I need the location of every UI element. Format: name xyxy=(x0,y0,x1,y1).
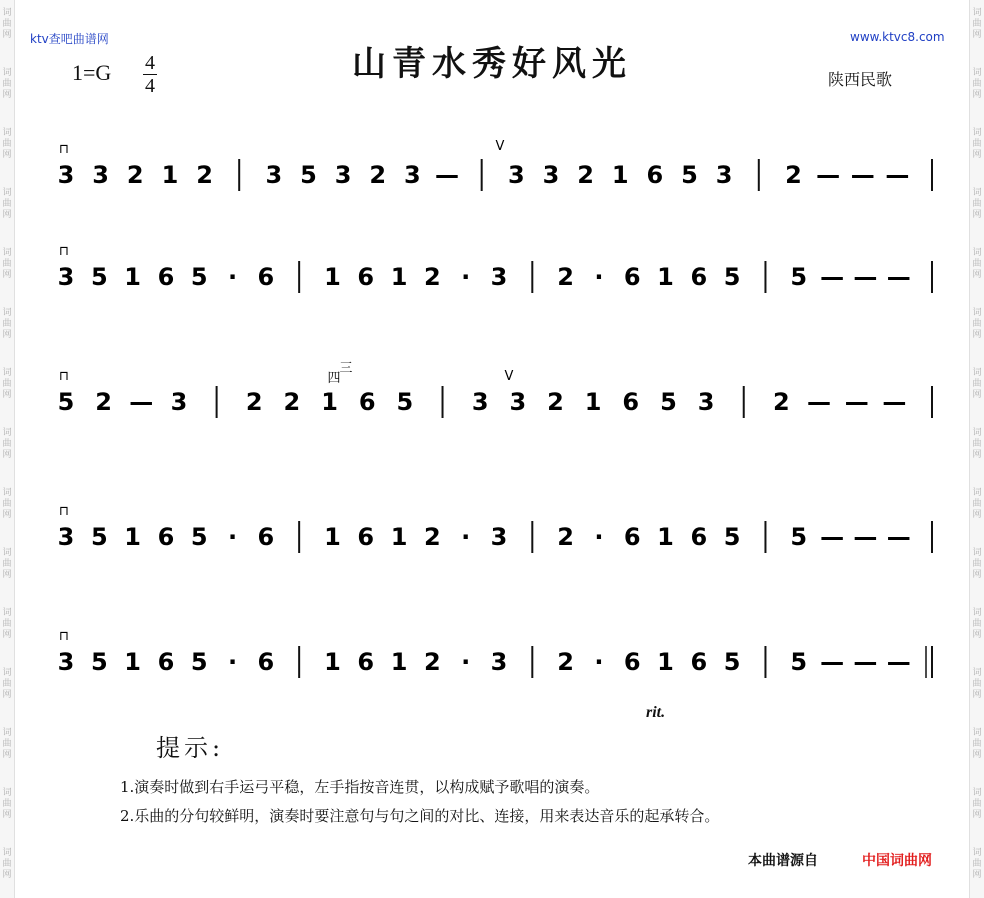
note: 3 xyxy=(404,161,421,189)
note: 6 xyxy=(157,648,175,676)
note: 2 xyxy=(245,388,263,416)
side-watermark-mark: 词 曲 网 xyxy=(2,128,12,160)
note: 6 xyxy=(690,648,708,676)
note: 5 xyxy=(790,523,808,551)
note: 1 xyxy=(657,263,674,291)
side-watermark-mark: 词 曲 网 xyxy=(2,608,12,640)
note: 3 xyxy=(542,161,560,189)
watermark-right: www.ktvc8.com xyxy=(850,30,945,44)
note: · xyxy=(227,648,238,676)
note: · xyxy=(227,523,238,551)
note: 5 xyxy=(396,388,414,416)
note: 6 xyxy=(257,648,275,676)
note: 6 xyxy=(646,161,664,189)
note: 3 xyxy=(57,523,75,551)
note: 3 xyxy=(490,263,508,291)
note: 3 xyxy=(490,648,508,676)
note: 1 xyxy=(657,523,674,551)
side-watermark-mark: 词 曲 网 xyxy=(972,548,982,580)
dash-note: — xyxy=(886,523,911,551)
note: 3 xyxy=(509,388,527,416)
note: 6 xyxy=(157,263,175,291)
note: 3 xyxy=(170,388,188,416)
note: 1 xyxy=(390,648,408,676)
note: · xyxy=(594,263,604,291)
dash-note: — xyxy=(853,648,878,676)
note: 6 xyxy=(357,263,375,291)
source-site-link[interactable]: 中国词曲网 xyxy=(862,853,932,869)
side-watermark-mark: 词 曲 网 xyxy=(972,608,982,640)
dash-note: — xyxy=(844,388,869,416)
dash-note: — xyxy=(435,161,460,189)
side-watermark-mark: 词 曲 网 xyxy=(2,788,12,820)
key-signature: 1=G xyxy=(72,60,112,85)
note: 5 xyxy=(190,523,208,551)
note: 3 xyxy=(471,388,489,416)
side-watermark-mark: 词 曲 网 xyxy=(2,848,12,880)
dash-note: — xyxy=(850,161,875,189)
note: · xyxy=(594,648,604,676)
note: · xyxy=(461,648,471,676)
note: 3 xyxy=(697,388,715,416)
bowing-mark: ⊓ xyxy=(58,504,70,519)
source-label: 本曲谱源自 xyxy=(748,853,818,869)
side-watermark-mark: 词 曲 网 xyxy=(972,728,982,760)
note: 5 xyxy=(57,388,75,416)
side-watermark-mark: 词 曲 网 xyxy=(2,668,12,700)
note: 2 xyxy=(557,648,574,676)
note: 5 xyxy=(790,263,808,291)
note: 1 xyxy=(611,161,629,189)
note: 5 xyxy=(681,161,698,189)
side-watermark-mark: 词 曲 网 xyxy=(2,248,12,280)
note: · xyxy=(461,523,471,551)
note: · xyxy=(594,523,604,551)
note: 2 xyxy=(577,161,594,189)
side-watermark-mark: 词 曲 网 xyxy=(972,188,982,220)
note: 1 xyxy=(124,523,141,551)
note: 1 xyxy=(324,523,341,551)
side-watermark-mark: 词 曲 网 xyxy=(2,548,12,580)
side-watermark-mark: 词 曲 网 xyxy=(972,248,982,280)
note: 1 xyxy=(161,161,179,189)
side-watermark-mark: 词 曲 网 xyxy=(2,488,12,520)
dash-note: — xyxy=(853,523,878,551)
bowing-mark: ⊓ xyxy=(58,369,70,384)
note: 3 xyxy=(265,161,283,189)
side-watermark-mark: 词 曲 网 xyxy=(2,68,12,100)
note: 3 xyxy=(490,523,508,551)
note: 2 xyxy=(424,263,441,291)
dash-note: — xyxy=(807,388,832,416)
note: 5 xyxy=(723,523,741,551)
note: 5 xyxy=(300,161,317,189)
fingering-mark-three: 三 xyxy=(339,361,353,376)
dash-note: — xyxy=(820,523,845,551)
side-watermark-mark: 词 曲 网 xyxy=(972,428,982,460)
note: 2 xyxy=(95,388,113,416)
note: 1 xyxy=(584,388,602,416)
note: 3 xyxy=(92,161,109,189)
dash-note: — xyxy=(885,161,910,189)
tips-heading: 提示: xyxy=(156,734,225,762)
note: 2 xyxy=(424,523,441,551)
side-watermark-mark: 词 曲 网 xyxy=(2,188,12,220)
note: 2 xyxy=(369,161,387,189)
note: 3 xyxy=(57,648,75,676)
side-watermark-mark: 词 曲 网 xyxy=(2,368,12,400)
note: 6 xyxy=(257,523,275,551)
note: 1 xyxy=(390,263,408,291)
note: 3 xyxy=(507,161,525,189)
note: 5 xyxy=(723,648,741,676)
side-watermark-mark: 词 曲 网 xyxy=(972,848,982,880)
dash-note: — xyxy=(882,388,907,416)
note: 3 xyxy=(334,161,352,189)
song-title: 山青水秀好风光 xyxy=(352,44,632,84)
note: 5 xyxy=(90,263,108,291)
dash-note: — xyxy=(853,263,878,291)
side-watermark-mark: 词 曲 网 xyxy=(972,8,982,40)
note: 2 xyxy=(785,161,802,189)
note: 6 xyxy=(357,523,375,551)
side-watermark-mark: 词 曲 网 xyxy=(2,308,12,340)
tip-item-1: 1.演奏时做到右手运弓平稳，左手指按音连贯，以构成赋予歌唱的演奏。 xyxy=(120,778,600,796)
note: 2 xyxy=(126,161,144,189)
side-watermark-mark: 词 曲 网 xyxy=(2,728,12,760)
dash-note: — xyxy=(129,388,154,416)
note: 1 xyxy=(124,648,141,676)
note: 3 xyxy=(57,263,75,291)
dash-note: — xyxy=(820,648,845,676)
bowing-mark: ⊓ xyxy=(58,142,70,157)
note: 1 xyxy=(657,648,674,676)
note: 1 xyxy=(321,388,338,416)
fingering-mark-four: 四 xyxy=(327,371,341,386)
note: 6 xyxy=(623,263,641,291)
note: · xyxy=(461,263,471,291)
note: 5 xyxy=(723,263,741,291)
note: 6 xyxy=(357,648,375,676)
dash-note: — xyxy=(820,263,845,291)
dash-note: — xyxy=(816,161,841,189)
side-watermark-mark: 词 曲 网 xyxy=(972,308,982,340)
note: 6 xyxy=(623,523,641,551)
note: 1 xyxy=(124,263,141,291)
time-signature-top: 4 xyxy=(145,52,155,74)
note: 5 xyxy=(660,388,677,416)
bowing-mark: ⊓ xyxy=(58,244,70,259)
note: 5 xyxy=(190,648,208,676)
note: 6 xyxy=(690,523,708,551)
note: 2 xyxy=(773,388,790,416)
dash-note: — xyxy=(886,263,911,291)
note: 2 xyxy=(424,648,441,676)
side-watermark-mark: 词 曲 网 xyxy=(972,488,982,520)
bowing-mark: ⊓ xyxy=(58,629,70,644)
note: 6 xyxy=(157,523,175,551)
side-watermark-mark: 词 曲 网 xyxy=(972,668,982,700)
note: · xyxy=(227,263,238,291)
ritardando-mark: rit. xyxy=(646,704,666,721)
note: 6 xyxy=(623,648,641,676)
dash-note: — xyxy=(886,648,911,676)
side-watermark-mark: 词 曲 网 xyxy=(2,428,12,460)
side-watermark-mark: 词 曲 网 xyxy=(972,128,982,160)
note: 2 xyxy=(283,388,301,416)
note: 6 xyxy=(690,263,708,291)
watermark-left: ktv查吧曲谱网 xyxy=(30,32,109,46)
note: 6 xyxy=(622,388,640,416)
note: 5 xyxy=(190,263,208,291)
note: 2 xyxy=(547,388,564,416)
side-watermark-mark: 词 曲 网 xyxy=(972,788,982,820)
side-watermark-mark: 词 曲 网 xyxy=(2,8,12,40)
up-bow-mark: V xyxy=(495,139,505,154)
note: 2 xyxy=(196,161,213,189)
note: 3 xyxy=(715,161,733,189)
note: 2 xyxy=(557,523,574,551)
note: 5 xyxy=(90,648,108,676)
side-watermark-mark: 词 曲 网 xyxy=(972,68,982,100)
song-origin: 陕西民歌 xyxy=(828,70,893,89)
note: 1 xyxy=(390,523,408,551)
up-bow-mark: V xyxy=(504,369,514,384)
note: 6 xyxy=(257,263,275,291)
side-watermark-mark: 词 曲 网 xyxy=(972,368,982,400)
note: 1 xyxy=(324,263,341,291)
note: 5 xyxy=(90,523,108,551)
note: 6 xyxy=(358,388,376,416)
note: 3 xyxy=(57,161,75,189)
tip-item-2: 2.乐曲的分句较鲜明，演奏时要注意句与句之间的对比、连接，用来表达音乐的起承转合。 xyxy=(120,807,720,825)
note: 2 xyxy=(557,263,574,291)
note: 1 xyxy=(324,648,341,676)
time-signature-bottom: 4 xyxy=(145,75,155,97)
note: 5 xyxy=(790,648,808,676)
